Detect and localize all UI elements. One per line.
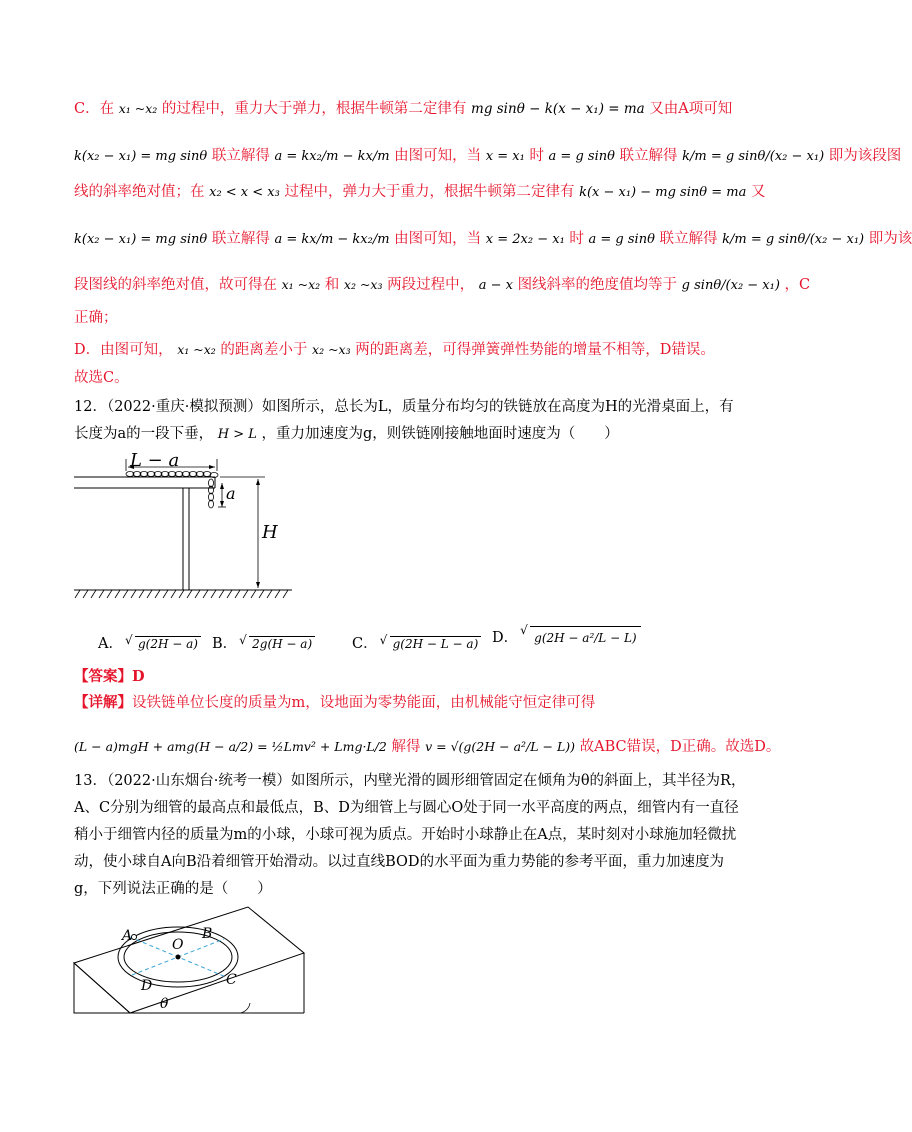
text: g，下列说法正确的是（ ） xyxy=(74,881,272,897)
fig-label-a: a xyxy=(226,484,236,503)
text: 又由A项可知 xyxy=(649,101,733,117)
solution-choice xyxy=(74,368,129,388)
text: 动，使小球自A向B沿着细管开始滑动。以过直线BOD的水平面为重力势能的参考平面，重力加速度为 xyxy=(74,854,725,870)
q12-option-c[interactable] xyxy=(352,632,481,653)
q12-option-b[interactable] xyxy=(212,632,315,653)
detail-tag: 【详解】 xyxy=(74,694,132,711)
solution-c-line-1 xyxy=(74,99,732,119)
solution-d-line xyxy=(74,340,715,360)
math-equation: g sinθ/(x₂ − x₁) xyxy=(681,278,780,293)
text: 的过程中，重力大于弹力，根据牛顿第二定律有 xyxy=(161,101,467,117)
option-label: D． xyxy=(492,630,519,646)
text: 又 xyxy=(750,184,766,200)
math-condition: H > L xyxy=(217,427,257,442)
solution-c-line-6 xyxy=(74,308,118,328)
q12-stem-line-1 xyxy=(74,397,734,417)
text: 正确； xyxy=(74,310,118,326)
math-equation: mg sinθ − k(x − x₁) = ma xyxy=(471,101,645,117)
option-label: B． xyxy=(212,636,238,652)
math-equation: (L − a)mgH + amg(H − a/2) = ½Lmv² + Lmg·L/2 xyxy=(74,739,387,754)
text: 和 xyxy=(324,277,340,293)
text: 13．（2022·山东烟台·统考一模）如图所示，内壁光滑的圆形细管固定在倾角为θ的斜面上，其半径为R， xyxy=(74,773,746,789)
text: D．由图可知， xyxy=(74,342,173,358)
math-equation: k(x₂ − x₁) = mg sinθ xyxy=(74,149,208,164)
math-label: a − x xyxy=(478,278,513,293)
q13-stem-line-5 xyxy=(74,879,272,899)
q13-stem-line-2 xyxy=(74,798,739,818)
math-equation: x = 2x₂ − x₁ xyxy=(485,232,565,247)
q12-stem-line-2 xyxy=(74,424,619,445)
math-equation: x₂ < x < x₃ xyxy=(209,185,280,200)
text: ，C xyxy=(784,277,811,293)
fig-label-A: A xyxy=(122,928,133,944)
math-equation: k(x − x₁) − mg sinθ = ma xyxy=(579,185,747,200)
text: 时 xyxy=(569,231,584,247)
text: C．在 xyxy=(74,101,115,117)
fig-label-h: H xyxy=(262,522,278,543)
math-range: x₁ ~x₂ xyxy=(118,101,158,116)
text: 时 xyxy=(529,148,544,164)
text: 稍小于细管内径的质量为m的小球，小球可视为质点。开始时小球静止在A点，某时刻对小球施加轻微扰 xyxy=(74,827,737,843)
text: 线的斜率绝对值；在 xyxy=(74,184,205,200)
answer-value: D xyxy=(132,668,145,685)
solution-c-line-4 xyxy=(74,229,912,250)
option-label: C． xyxy=(352,636,378,652)
math-equation: k/m = g sinθ/(x₂ − x₁) xyxy=(682,149,825,164)
text: 长度为a的一段下垂， xyxy=(74,426,214,442)
text: 即为该 xyxy=(868,231,912,247)
option-expr: √ g(2H − a) xyxy=(135,636,201,651)
fig-label-C: C xyxy=(226,972,237,988)
text: 联立解得 xyxy=(619,148,678,164)
math-range: x₂ ~x₃ xyxy=(343,277,383,292)
q12-detail-line-2 xyxy=(74,737,780,757)
math-equation: k/m = g sinθ/(x₂ − x₁) xyxy=(722,232,865,247)
text: 图线斜率的绝度值均等于 xyxy=(517,277,678,293)
q12-option-d[interactable] xyxy=(492,626,641,649)
text: 设铁链单位长度的质量为m，设地面为零势能面，由机械能守恒定律可得 xyxy=(132,695,596,711)
text: 由图可知，当 xyxy=(394,148,482,164)
option-label: A． xyxy=(98,636,123,652)
solution-c-line-3 xyxy=(74,182,765,203)
text: 由图可知，当 xyxy=(394,231,482,247)
fig-label-D: D xyxy=(141,978,153,994)
fig-label-B: B xyxy=(202,926,213,942)
math-equation: a = kx₂/m − kx/m xyxy=(274,149,390,164)
solution-c-line-5 xyxy=(74,275,810,296)
math-range: x₁ ~x₂ xyxy=(281,277,321,292)
math-equation: a = g sinθ xyxy=(588,232,655,247)
math-range: x₁ ~x₂ xyxy=(177,342,216,357)
math-equation: a = kx/m − kx₂/m xyxy=(274,232,390,247)
math-equation: v = √(g(2H − a²/L − L)) xyxy=(425,739,576,754)
text: 解得 xyxy=(391,739,421,755)
q13-incline-tube-figure xyxy=(70,905,310,1025)
q13-stem-line-1 xyxy=(74,771,745,791)
text: 故ABC错误，D正确。故选D。 xyxy=(579,739,781,755)
text: ，重力加速度为g，则铁链刚接触地面时速度为（ ） xyxy=(261,426,619,442)
fig-label-O: O xyxy=(172,937,184,953)
option-expr: √ 2g(H − a) xyxy=(249,636,315,651)
text: 联立解得 xyxy=(659,231,718,247)
option-expr: √ g(2H − a²/L − L) xyxy=(530,626,640,649)
math-range: x₂ ~x₃ xyxy=(312,342,351,357)
fig-label-theta: θ xyxy=(160,996,169,1012)
math-equation: x = x₁ xyxy=(485,149,525,164)
q12-detail-line-1 xyxy=(74,693,595,713)
text: 段图线的斜率绝对值，故可得在 xyxy=(74,277,277,293)
fig-label-l-minus-a: L − a xyxy=(130,450,180,471)
text: 过程中，弹力大于重力，根据牛顿第二定律有 xyxy=(284,184,575,200)
answer-tag: 【答案】 xyxy=(74,668,132,685)
text: 联立解得 xyxy=(211,148,270,164)
q13-stem-line-3 xyxy=(74,825,736,845)
q13-stem-line-4 xyxy=(74,852,724,872)
text: 故选C。 xyxy=(74,370,129,386)
math-equation: a = g sinθ xyxy=(548,149,615,164)
text: 两段过程中， xyxy=(387,277,475,293)
option-expr: √ g(2H − L − a) xyxy=(390,636,482,651)
text: A、C分别为细管的最高点和最低点，B、D为细管上与圆心O处于同一水平高度的两点，细管内有一直径 xyxy=(74,800,739,816)
text: 联立解得 xyxy=(211,231,270,247)
solution-c-line-2 xyxy=(74,146,901,167)
q12-answer xyxy=(74,667,145,687)
q12-option-a[interactable] xyxy=(98,632,201,653)
text: 即为该段图 xyxy=(828,148,902,164)
text: 12．（2022·重庆·模拟预测）如图所示，总长为L，质量分布均匀的铁链放在高度为H的光滑桌面上，有 xyxy=(74,399,734,415)
math-equation: k(x₂ − x₁) = mg sinθ xyxy=(74,232,208,247)
text: 的距离差小于 xyxy=(220,342,308,358)
text: 两的距离差，可得弹簧弹性势能的增量不相等，D错误。 xyxy=(355,342,715,358)
